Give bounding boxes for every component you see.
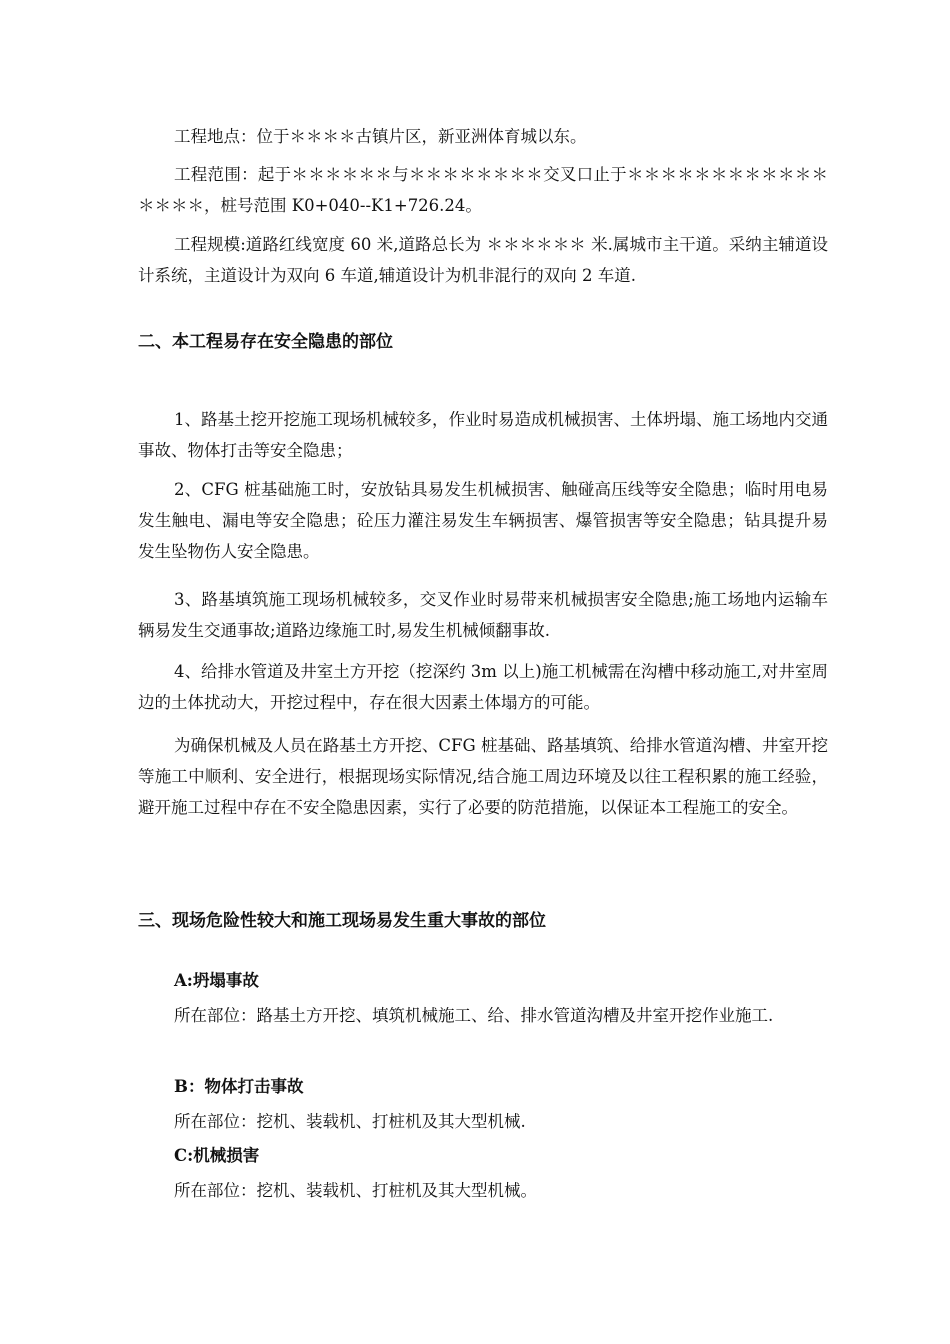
- object-strike-heading: B：物体打击事故: [174, 1077, 304, 1096]
- object-strike-location: 所在部位：挖机、装载机、打桩机及其大型机械.: [174, 1112, 526, 1131]
- collapse-accident-location: 所在部位：路基土方开挖、填筑机械施工、给、排水管道沟槽及井室开挖作业施工.: [174, 1006, 774, 1025]
- hazard-item-1: 1、路基土挖开挖施工现场机械较多，作业时易造成机械损害、土体坍塌、施工场地内交通事故、物体打击等安全隐患；: [138, 410, 828, 460]
- hazard-item-4: 4、给排水管道及井室土方开挖（挖深约 3m 以上)施工机械需在沟槽中移动施工,对井室周边的土体扰动大，开挖过程中，存在很大因素土体塌方的可能。: [138, 662, 828, 712]
- hazard-item-2: 2、CFG 桩基础施工时，安放钻具易发生机械损害、触碰高压线等安全隐患；临时用电易发生触电、漏电等安全隐患；砼压力灌注易发生车辆损害、爆管损害等安全隐患；钻具提升易发生坠物伤人安全隐患。: [138, 480, 828, 561]
- hazard-item-3: 3、路基填筑施工现场机械较多，交叉作业时易带来机械损害安全隐患;施工场地内运输车辆易发生交通事故;道路边缘施工时,易发生机械倾翻事故.: [138, 590, 828, 640]
- safety-summary-paragraph: 为确保机械及人员在路基土方开挖、CFG 桩基础、路基填筑、给排水管道沟槽、井室开挖等施工中顺利、安全进行，根据现场实际情况,结合施工周边环境及以往工程积累的施工经验，避开施工过程中存在不安全隐患因素，实行了必要的防范措施，以保证本工程施工的安全。: [138, 736, 828, 817]
- mechanical-injury-location: 所在部位：挖机、装载机、打桩机及其大型机械。: [174, 1181, 537, 1200]
- project-scale-paragraph: 工程规模:道路红线宽度 60 米,道路总长为 ＊＊＊＊＊＊ 米.属城市主干道。采纳主辅道设计系统，主道设计为双向 6 车道,辅道设计为机非混行的双向 2 车道.: [138, 235, 828, 285]
- section-2-heading: 二、本工程易存在安全隐患的部位: [138, 332, 393, 352]
- section-3-heading: 三、现场危险性较大和施工现场易发生重大事故的部位: [138, 911, 546, 931]
- collapse-accident-heading: A:坍塌事故: [174, 971, 259, 990]
- mechanical-injury-heading: C:机械损害: [174, 1146, 260, 1165]
- project-location-paragraph: 工程地点：位于＊＊＊＊古镇片区，新亚洲体育城以东。: [174, 127, 587, 146]
- project-scope-paragraph: 工程范围：起于＊＊＊＊＊＊与＊＊＊＊＊＊＊＊交叉口止于＊＊＊＊＊＊＊＊＊＊＊＊＊＊＊＊，桩号范围 K0+040--K1+726.24。: [138, 165, 828, 215]
